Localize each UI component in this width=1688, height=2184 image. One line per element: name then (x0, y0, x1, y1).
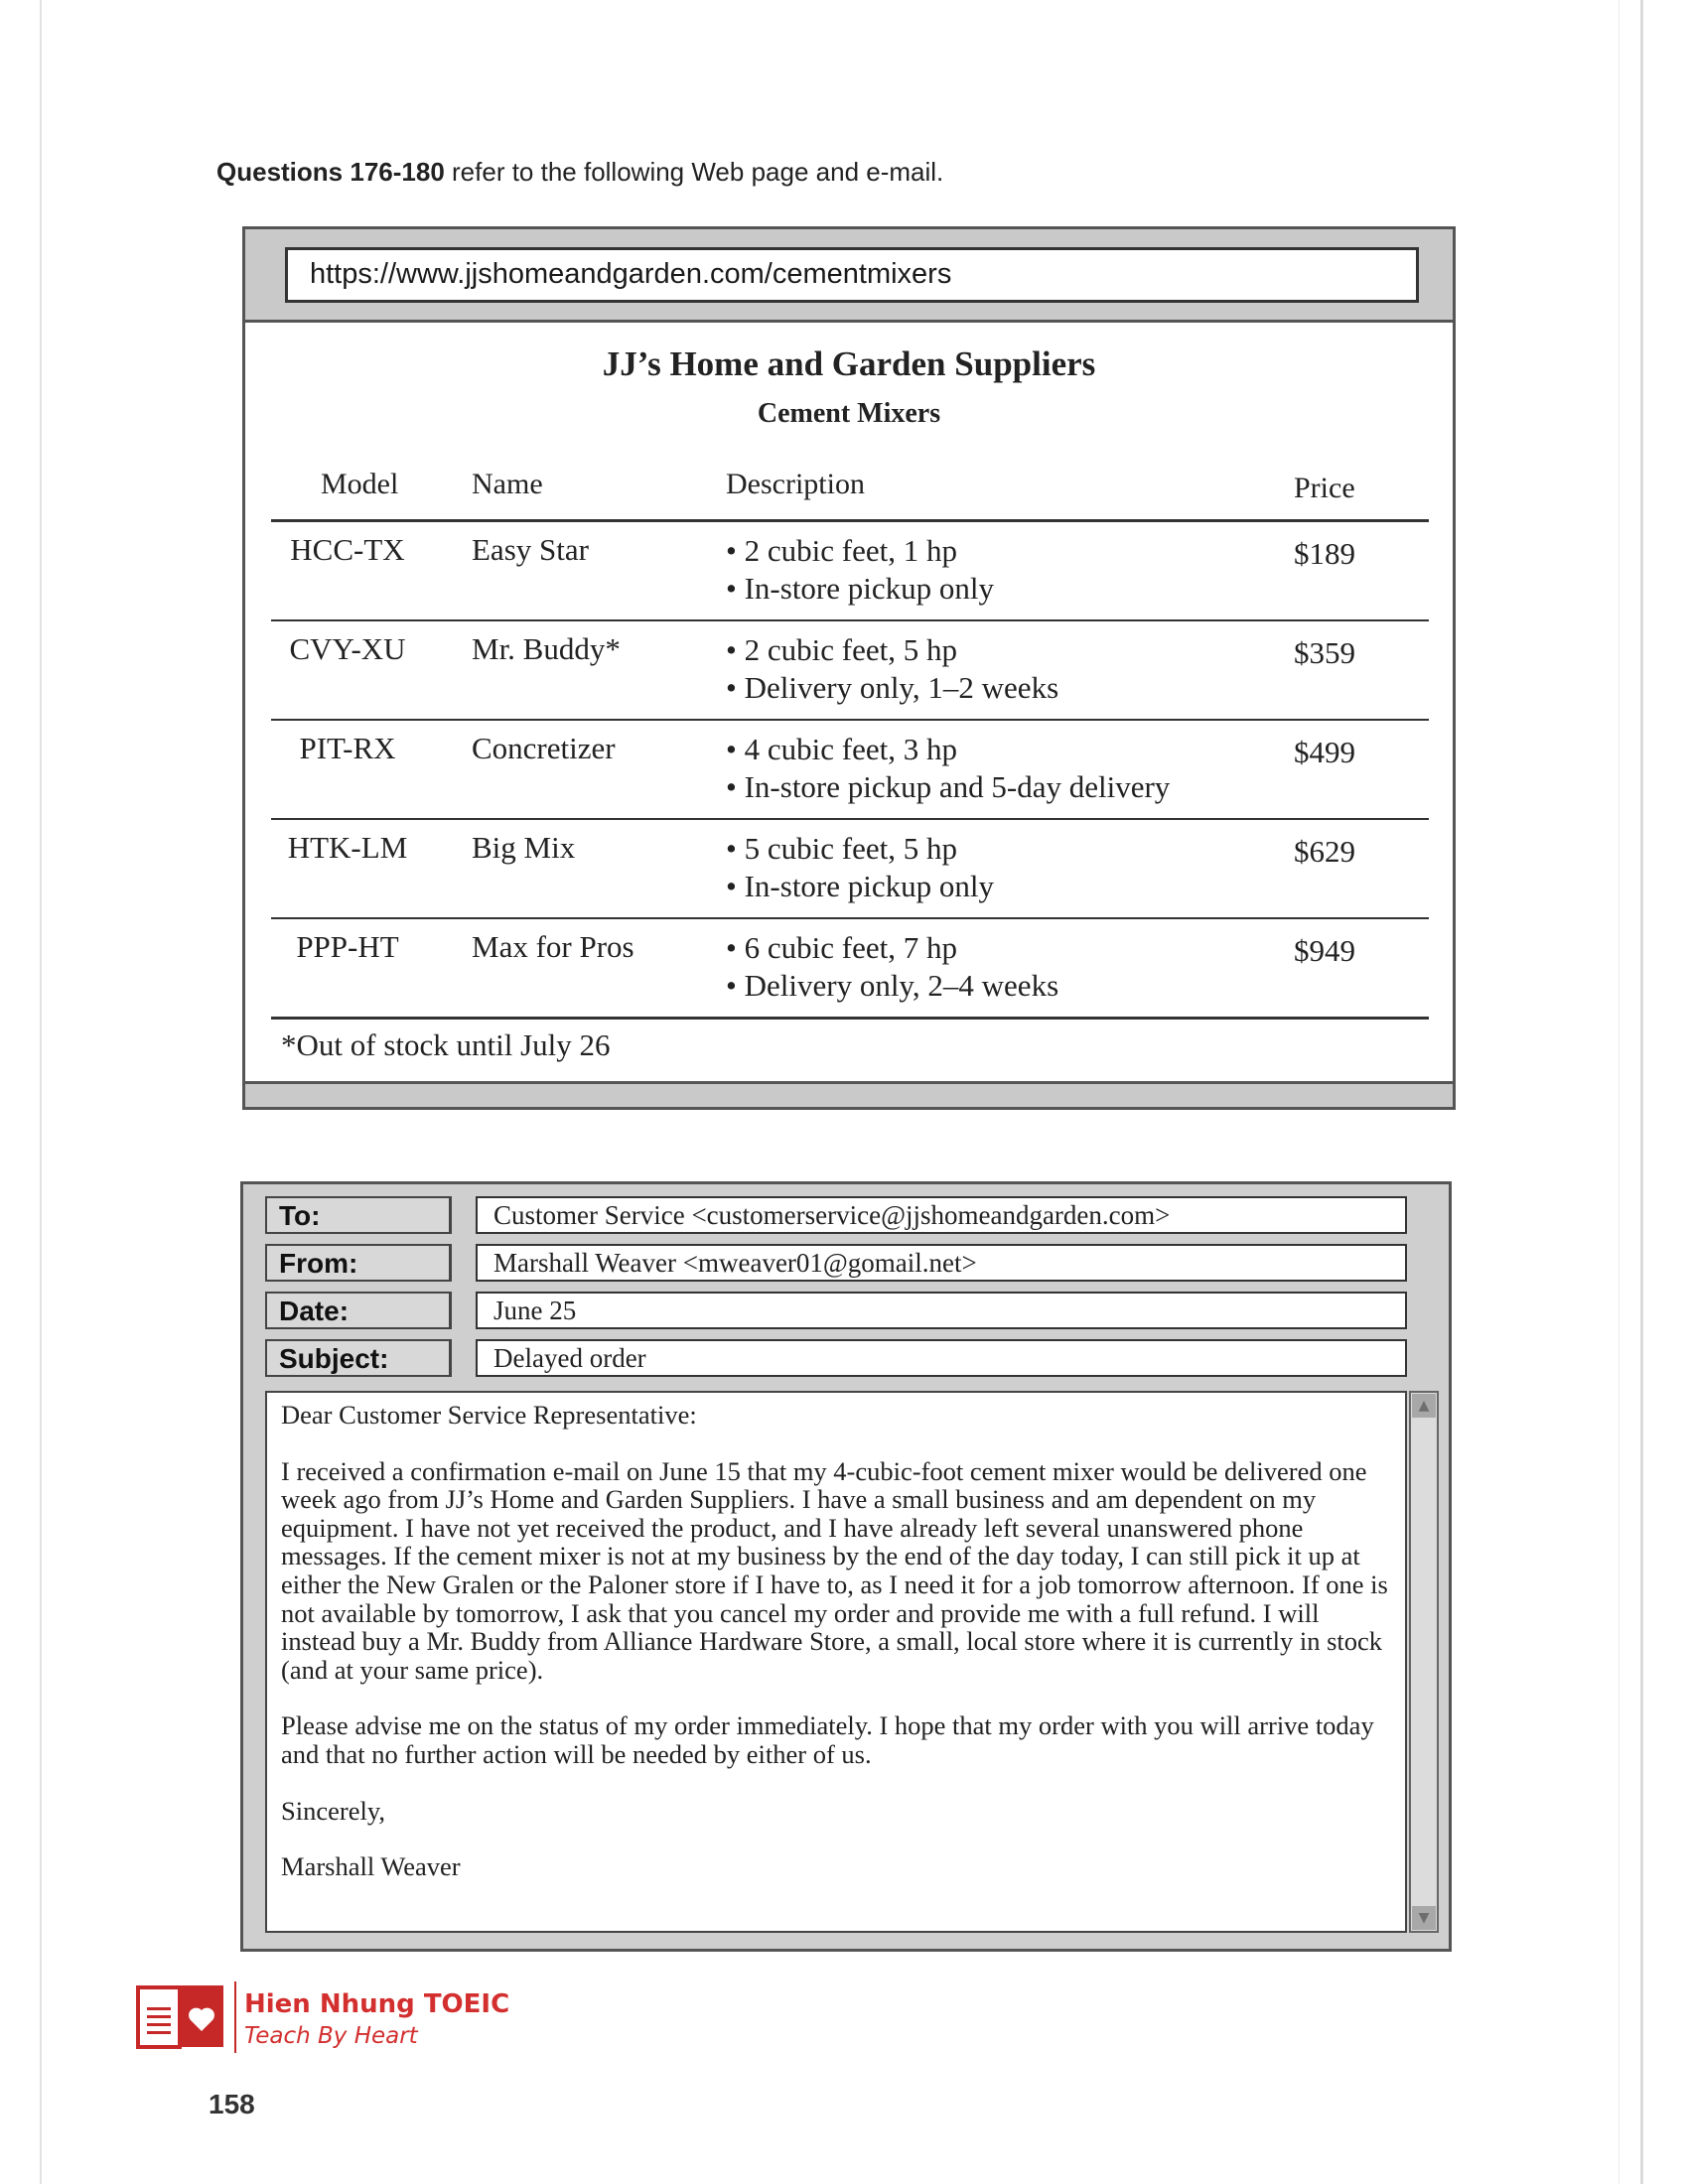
name-cell: Concretizer (472, 731, 616, 765)
description-line: • 4 cubic feet, 3 hp (726, 731, 1170, 768)
browser-bottom-bar (245, 1081, 1453, 1107)
price-cell: $629 (1294, 834, 1355, 869)
brand-tagline: Teach By Heart (244, 2023, 418, 2049)
price-cell: $499 (1294, 735, 1355, 769)
scroll-up-icon[interactable]: ▲ (1412, 1394, 1436, 1418)
table-row (271, 621, 1429, 721)
description-line: • Delivery only, 2–4 weeks (726, 967, 1058, 1005)
header-price: Price (1294, 472, 1355, 504)
email-closing: Sincerely, (281, 1795, 385, 1826)
email-signature: Marshall Weaver (281, 1851, 461, 1882)
scroll-down-icon[interactable]: ▼ (1412, 1906, 1436, 1930)
book-heart-logo-icon (135, 1981, 226, 2053)
stock-footnote: *Out of stock until July 26 (281, 1027, 611, 1062)
questions-range: Questions 176-180 (216, 157, 445, 187)
to-field[interactable]: Customer Service <customerservice@jjshomeandgarden.com> (476, 1196, 1407, 1234)
email-scrollbar[interactable] (1409, 1391, 1439, 1933)
page-edge (1640, 0, 1643, 2184)
header-name: Name (472, 468, 543, 500)
price-cell: $189 (1294, 536, 1355, 571)
description-line: • In-store pickup only (726, 868, 994, 905)
description-line: • 5 cubic feet, 5 hp (726, 830, 994, 868)
browser-toolbar (245, 229, 1453, 323)
header-model: Model (321, 468, 399, 500)
email-greeting: Dear Customer Service Representative: (281, 1400, 697, 1430)
email-paragraph: Please advise me on the status of my order immediately. I hope that my order with you will arrive today and that no further action will be needed by either of us. (281, 1710, 1374, 1769)
store-title: JJ’s Home and Garden Suppliers (602, 344, 1096, 383)
description-line: • In-store pickup only (726, 570, 994, 608)
page-edge (40, 0, 42, 2184)
description-cell (726, 929, 1058, 1005)
to-label: To: (265, 1196, 452, 1234)
page-subtitle: Cement Mixers (757, 398, 941, 429)
name-cell: Easy Star (472, 532, 589, 567)
page-edge (1618, 0, 1619, 2184)
table-row (271, 522, 1429, 621)
email-body[interactable] (265, 1391, 1407, 1933)
description-cell (726, 532, 994, 608)
description-line: • In-store pickup and 5-day delivery (726, 768, 1170, 806)
email-paragraph: I received a confirmation e-mail on June 15 that my 4-cubic-foot cement mixer would be delivered one week ago from JJ’s Home and Garden Suppliers. I have a small business and am dependent on my equipment. I have not yet received the product, and I have already left several unanswered phone messages. If the cement mixer is not at my business by the end of the day today, I can still pick it up at either the New Gralen or the Paloner store if I have to, as I need it for a job tomorrow afternoon. If one is not available by tomorrow, I ask that you cancel my order and provide me with a full refund. I will instead buy a Mr. Buddy from Alliance Hardware Store, a small, local store where it is currently in stock (and at your same price). (281, 1455, 1388, 1685)
description-line: • 6 cubic feet, 7 hp (726, 929, 1058, 967)
table-row (271, 919, 1429, 1020)
table-header (271, 462, 1429, 522)
table-row (271, 721, 1429, 820)
brand-name: Hien Nhung TOEIC (244, 1989, 510, 2019)
questions-intro-text: refer to the following Web page and e-mail. (452, 157, 944, 187)
description-cell (726, 830, 994, 905)
page-number: 158 (209, 2089, 255, 2119)
price-cell: $359 (1294, 635, 1355, 670)
date-label: Date: (265, 1292, 452, 1329)
date-field[interactable]: June 25 (476, 1292, 1407, 1329)
address-bar[interactable]: https://www.jjshomeandgarden.com/cementmixers (285, 247, 1419, 303)
model-cell: CVY-XU (289, 631, 406, 666)
name-cell: Max for Pros (472, 929, 634, 964)
from-label: From: (265, 1244, 452, 1282)
description-cell (726, 631, 1058, 707)
questions-intro (216, 157, 943, 188)
header-description: Description (726, 468, 865, 500)
product-table (271, 462, 1429, 1020)
from-field[interactable]: Marshall Weaver <mweaver01@gomail.net> (476, 1244, 1407, 1282)
logo-divider (234, 1981, 236, 2053)
name-cell: Mr. Buddy* (472, 631, 621, 666)
table-row (271, 820, 1429, 919)
email-window (240, 1181, 1452, 1952)
price-cell: $949 (1294, 933, 1355, 968)
model-cell: PIT-RX (299, 731, 396, 765)
description-line: • 2 cubic feet, 5 hp (726, 631, 1058, 669)
web-page-frame (242, 226, 1456, 1110)
subject-field[interactable]: Delayed order (476, 1339, 1407, 1377)
model-cell: HCC-TX (290, 532, 405, 567)
name-cell: Big Mix (472, 830, 576, 865)
model-cell: HTK-LM (287, 830, 408, 865)
description-line: • Delivery only, 1–2 weeks (726, 669, 1058, 707)
description-line: • 2 cubic feet, 1 hp (726, 532, 994, 570)
subject-label: Subject: (265, 1339, 452, 1377)
description-cell (726, 731, 1170, 806)
model-cell: PPP-HT (296, 929, 399, 964)
